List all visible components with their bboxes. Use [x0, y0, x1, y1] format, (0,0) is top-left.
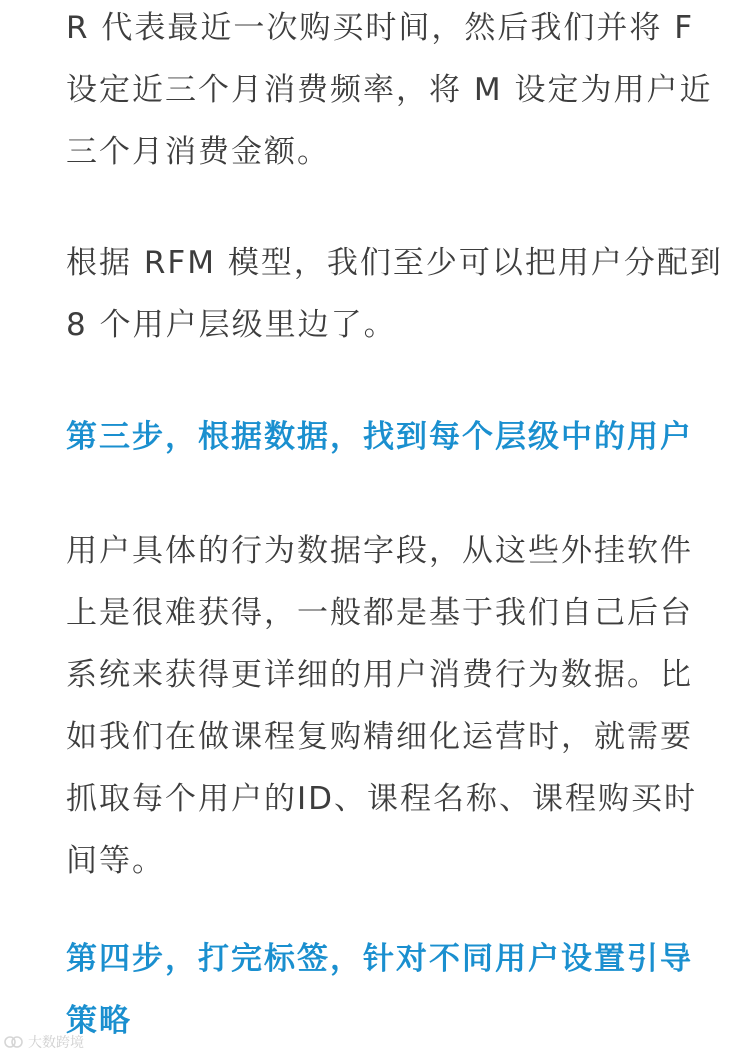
text-line: 间等。	[66, 843, 165, 879]
text-line: 设定近三个月消费频率，将 M 设定为用户近	[66, 72, 713, 108]
paragraph-rfm-definition	[66, 0, 712, 183]
heading-line: 第四步，打完标签，针对不同用户设置引导	[66, 941, 693, 977]
heading-line: 第三步，根据数据，找到每个层级中的用户	[66, 419, 693, 455]
watermark-logo-icon	[4, 1034, 24, 1050]
paragraph-user-data	[66, 520, 697, 892]
text-line: 用户具体的行为数据字段，从这些外挂软件	[66, 533, 693, 569]
watermark	[4, 1032, 84, 1052]
section-heading-step-four	[66, 928, 693, 1052]
text-line: 系统来获得更详细的用户消费行为数据。比	[66, 657, 693, 693]
text-line: 如我们在做课程复购精细化运营时，就需要	[66, 719, 693, 755]
text-line: 三个月消费金额。	[66, 134, 330, 170]
text-line: 抓取每个用户的ID、课程名称、课程购买时	[66, 781, 698, 817]
paragraph-rfm-model	[66, 232, 723, 356]
text-line: R 代表最近一次购买时间，然后我们并将 F	[66, 10, 695, 46]
text-line: 根据 RFM 模型，我们至少可以把用户分配到	[66, 245, 723, 281]
watermark-text: 大数跨境	[28, 1035, 84, 1051]
text-line: 8 个用户层级里边了。	[66, 307, 397, 343]
text-line: 上是很难获得，一般都是基于我们自己后台	[66, 595, 693, 631]
section-heading-step-three	[66, 406, 693, 468]
heading-line: 策略	[66, 1003, 132, 1039]
